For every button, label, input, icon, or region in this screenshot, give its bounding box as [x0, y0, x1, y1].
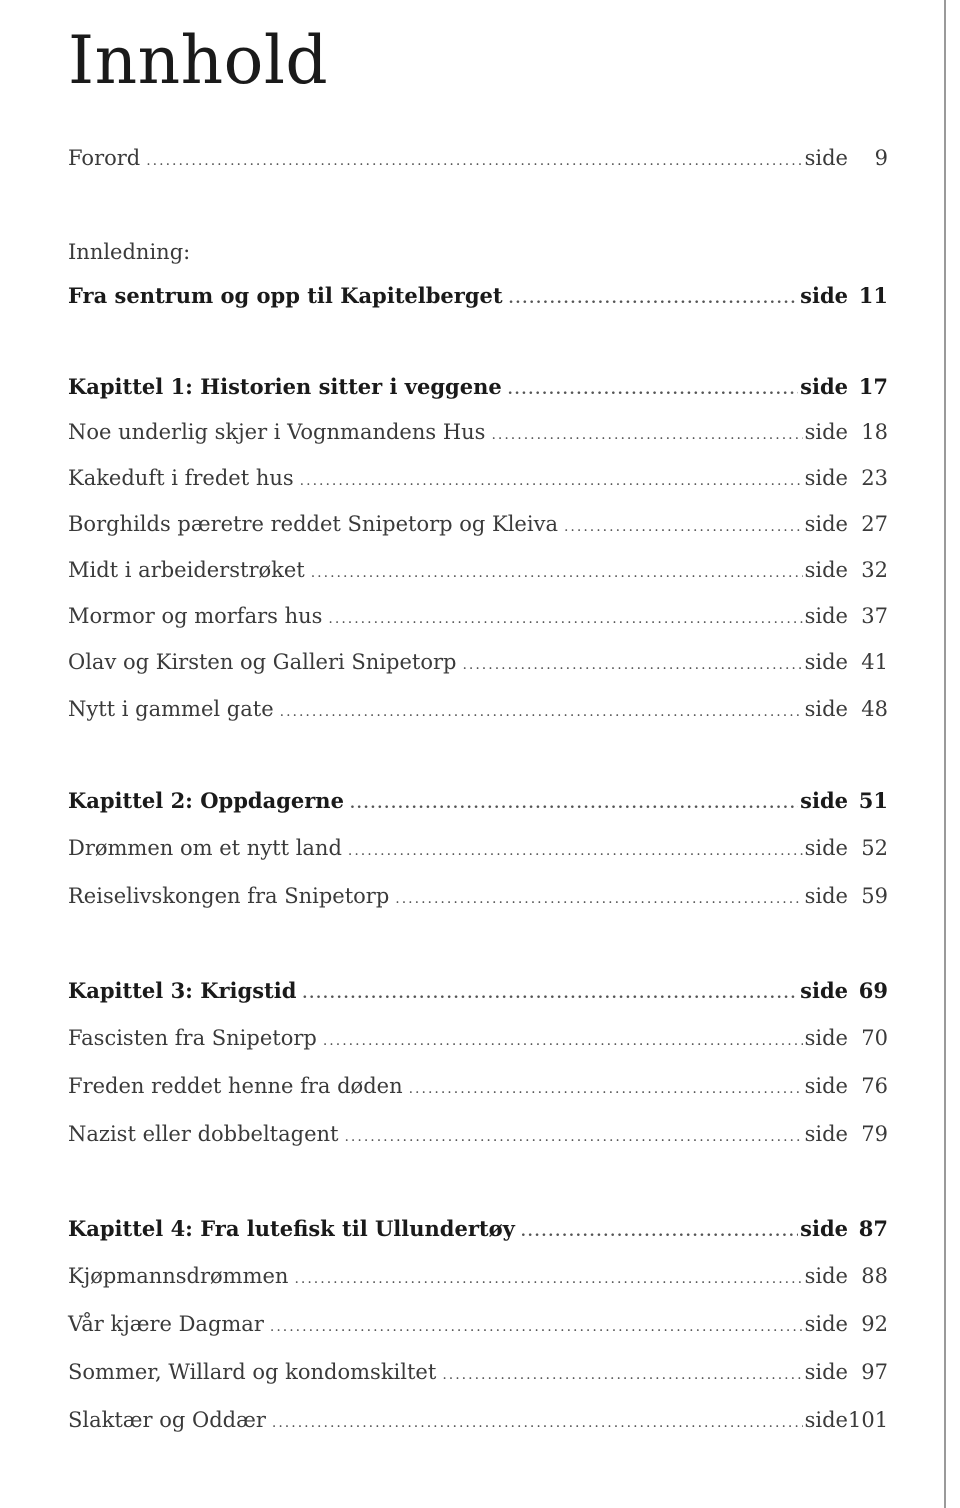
toc-entry: [68, 697, 888, 729]
entry-title: Fascisten fra Snipetorp: [68, 1026, 317, 1050]
leader-dots: [272, 1415, 803, 1431]
entry-title: Freden reddet henne fra døden: [68, 1074, 403, 1098]
page-number: 27: [861, 512, 888, 536]
toc-entry: [68, 1026, 888, 1058]
leader-dots: [348, 843, 803, 859]
toc-entry: [68, 1408, 888, 1440]
toc-entry: [68, 1122, 888, 1154]
page-number: 11: [858, 283, 888, 308]
entry-title: Forord: [68, 146, 141, 170]
leader-dots: [300, 473, 803, 489]
entry-title: Fra sentrum og opp til Kapitelberget: [68, 283, 503, 308]
leader-dots: [442, 1367, 802, 1383]
entry-title: Borghilds pæretre reddet Snipetorp og Kleiva: [68, 512, 558, 536]
side-word: side: [804, 420, 848, 444]
side-word: side: [800, 283, 848, 308]
page-number: 92: [861, 1312, 888, 1336]
entry-title: Kakeduft i fredet hus: [68, 466, 294, 490]
side-word: side: [804, 604, 848, 628]
entry-title: Kapittel 3: Krigstid: [68, 978, 297, 1003]
side-word: side: [804, 558, 848, 582]
leader-dots: [462, 657, 802, 673]
leader-dots: [344, 1129, 802, 1145]
entry-title: Kjøpmannsdrømmen: [68, 1264, 289, 1288]
entry-title: Noe underlig skjer i Vognmandens Hus: [68, 420, 486, 444]
toc-entry: [68, 604, 888, 636]
page-number: 48: [861, 697, 888, 721]
side-word: side: [804, 1360, 848, 1384]
leader-dots: [509, 291, 799, 307]
page-number: 52: [861, 836, 888, 860]
page-number: 97: [861, 1360, 888, 1384]
page-number: 17: [858, 374, 888, 399]
leader-dots: [521, 1224, 798, 1240]
side-word: side: [804, 1264, 848, 1288]
toc-chapter: [68, 1216, 888, 1248]
entry-title: Mormor og morfars hus: [68, 604, 323, 628]
side-word: side: [804, 697, 848, 721]
side-word: side: [804, 146, 848, 170]
entry-title: Kapittel 1: Historien sitter i veggene: [68, 374, 502, 399]
side-word: side: [800, 978, 848, 1003]
leader-dots: [146, 153, 802, 169]
toc-entry: [68, 884, 888, 916]
leader-dots: [409, 1081, 803, 1097]
page-number: 23: [861, 466, 888, 490]
toc-entry: [68, 1312, 888, 1344]
page-number: 88: [861, 1264, 888, 1288]
toc-entry: [68, 1074, 888, 1106]
toc-entry: [68, 558, 888, 590]
toc-entry: [68, 283, 888, 315]
leader-dots: [323, 1033, 803, 1049]
page-number: 76: [861, 1074, 888, 1098]
entry-title: Nazist eller dobbeltagent: [68, 1122, 339, 1146]
side-word: side: [800, 1216, 848, 1241]
leader-dots: [491, 427, 802, 443]
toc-entry: [68, 1264, 888, 1296]
toc-entry: [68, 512, 888, 544]
side-word: side: [800, 788, 848, 813]
leader-dots: [280, 704, 803, 720]
side-word: side: [800, 374, 848, 399]
page-number: 37: [861, 604, 888, 628]
toc-entry: [68, 466, 888, 498]
entry-title: Nytt i gammel gate: [68, 697, 274, 721]
side-word: side: [804, 1122, 848, 1146]
page-number: 59: [861, 884, 888, 908]
entry-title: Reiselivskongen fra Snipetorp: [68, 884, 390, 908]
toc-chapter: [68, 788, 888, 820]
page-number: 32: [861, 558, 888, 582]
page-number: 18: [861, 420, 888, 444]
side-word: side: [804, 512, 848, 536]
side-word: side: [804, 836, 848, 860]
toc-chapter: [68, 374, 888, 406]
leader-dots: [395, 891, 802, 907]
entry-title: Slaktær og Oddær: [68, 1408, 266, 1432]
side-word: side: [804, 884, 848, 908]
leader-dots: [564, 519, 803, 535]
toc-entry: [68, 420, 888, 452]
entry-title: Sommer, Willard og kondomskiltet: [68, 1360, 437, 1384]
side-word: side: [804, 466, 848, 490]
page-number: 87: [858, 1216, 888, 1241]
toc-entry: [68, 650, 888, 682]
entry-title: Kapittel 2: Oppdagerne: [68, 788, 344, 813]
leader-dots: [270, 1319, 803, 1335]
page-number: 101: [848, 1408, 889, 1432]
toc-entry: [68, 1360, 888, 1392]
leader-dots: [311, 565, 803, 581]
page-number: 70: [861, 1026, 888, 1050]
entry-title: Midt i arbeiderstrøket: [68, 558, 305, 582]
page-number: 9: [874, 146, 888, 170]
leader-dots: [302, 986, 798, 1002]
intro-label: Innledning:: [68, 240, 191, 264]
entry-title: Vår kjære Dagmar: [68, 1312, 264, 1336]
side-word: side: [804, 650, 848, 674]
side-word: side: [804, 1074, 848, 1098]
entry-title: Kapittel 4: Fra lutefisk til Ullundertøy: [68, 1216, 515, 1241]
page-number: 79: [861, 1122, 888, 1146]
side-word: side: [804, 1312, 848, 1336]
leader-dots: [350, 796, 798, 812]
toc-entry: [68, 146, 888, 178]
side-word: side: [804, 1408, 848, 1432]
page-number: 69: [858, 978, 888, 1003]
page-number: 41: [861, 650, 888, 674]
leader-dots: [294, 1271, 802, 1287]
entry-title: Olav og Kirsten og Galleri Snipetorp: [68, 650, 457, 674]
page-number: 51: [858, 788, 888, 813]
leader-dots: [328, 611, 802, 627]
leader-dots: [508, 382, 798, 398]
page-title: Innhold: [68, 22, 329, 99]
toc-entry: [68, 836, 888, 868]
side-word: side: [804, 1026, 848, 1050]
toc-chapter: [68, 978, 888, 1010]
entry-title: Drømmen om et nytt land: [68, 836, 342, 860]
